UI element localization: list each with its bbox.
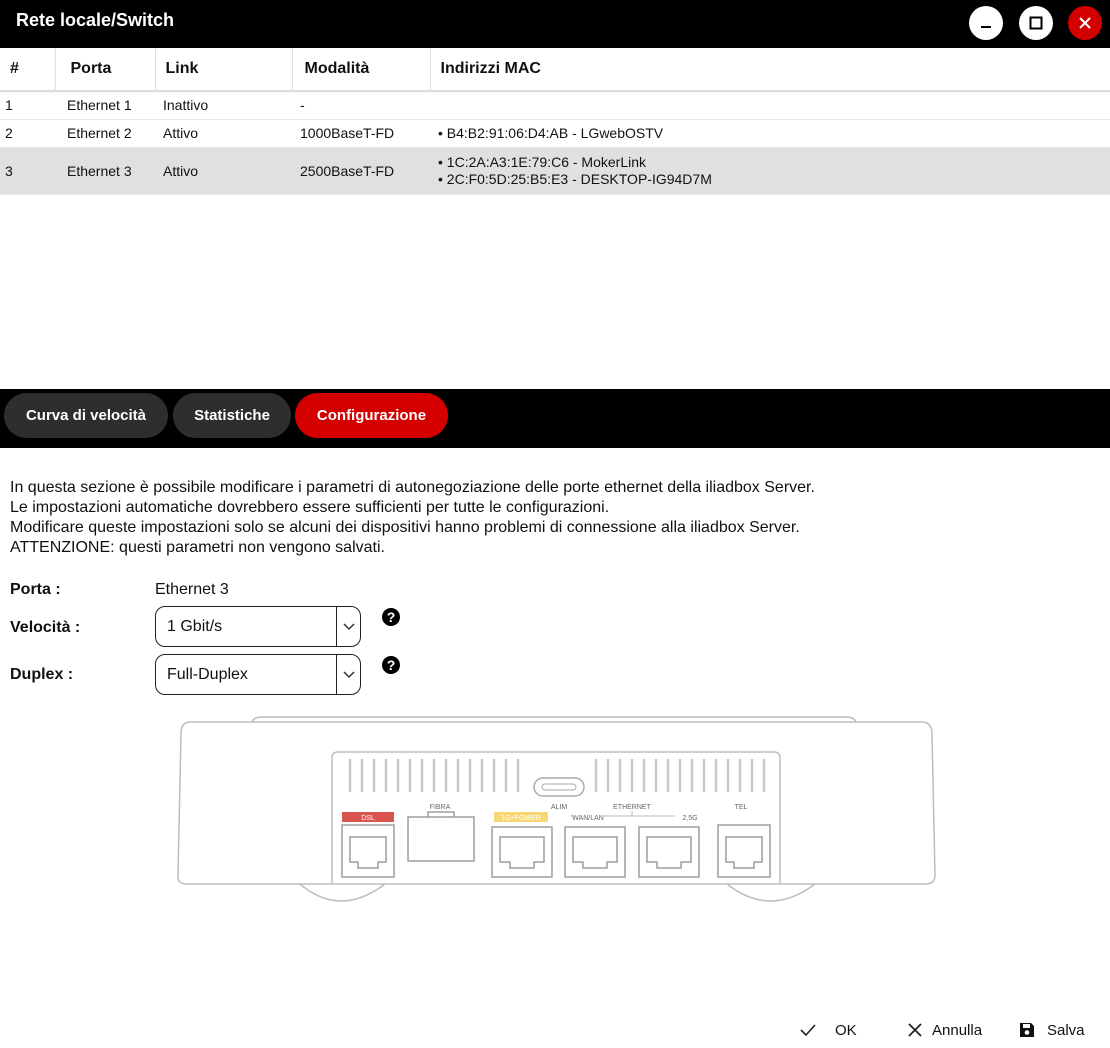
tab-statistics[interactable]: Statistiche: [173, 393, 291, 438]
ok-button-label: OK: [835, 1021, 857, 1039]
tab-configuration[interactable]: Configurazione: [295, 393, 448, 438]
config-description: [10, 478, 815, 558]
save-icon: [1018, 1021, 1036, 1039]
device-foot: [300, 884, 385, 901]
device-foot: [727, 884, 815, 901]
ethernet-port-1: [492, 827, 552, 877]
row-port: Ethernet 2: [55, 119, 155, 147]
description-line: Le impostazioni automatiche dovrebbero essere sufficienti per tutte le configurazioni.: [10, 499, 610, 516]
close-icon: [1077, 15, 1093, 31]
duplex-select[interactable]: [155, 654, 361, 695]
duplex-help-icon[interactable]: ?: [382, 656, 400, 674]
row-link: Inattivo: [155, 91, 292, 119]
tel-port-jack: [726, 837, 762, 868]
mac-entry: • 2C:F0:5D:25:B5:E3 - DESKTOP-IG94D7M: [438, 170, 712, 187]
power-port-label: ALIM: [550, 804, 568, 811]
row-macs: [430, 91, 1110, 119]
tabs-bar: [0, 389, 1110, 448]
ethernet-port-3: [639, 827, 699, 877]
ethernet-port-2-jack: [573, 837, 617, 868]
chevron-down-icon: [341, 618, 357, 634]
port-label: Porta :: [10, 581, 61, 598]
speed-help-icon[interactable]: ?: [382, 608, 400, 626]
mac-entry: • 1C:2A:A3:1E:79:C6 - MokerLink: [438, 153, 646, 170]
wan-lan-label: WAN/LAN: [572, 815, 604, 822]
table-header-row: [0, 48, 1110, 91]
column-header-mode[interactable]: Modalità: [292, 48, 430, 91]
speed-25g-label: 2,5G: [682, 815, 698, 822]
table-row-selected[interactable]: [0, 147, 1110, 194]
chevron-down-icon: [341, 666, 357, 682]
minimize-button[interactable]: [969, 6, 1003, 40]
table-row[interactable]: [0, 119, 1110, 147]
cancel-button[interactable]: [906, 1018, 982, 1042]
title-bar: [0, 0, 1110, 48]
poe-port-label: 1G+POWER: [501, 815, 541, 822]
row-number: 3: [0, 147, 55, 194]
mac-entry: • B4:B2:91:06:D4:AB - LGwebOSTV: [438, 124, 664, 141]
router-back-panel-illustration: [170, 712, 942, 918]
row-port: Ethernet 1: [55, 91, 155, 119]
duplex-label: Duplex :: [10, 666, 74, 683]
table-row[interactable]: [0, 91, 1110, 119]
ok-button[interactable]: [799, 1018, 857, 1042]
dsl-port-jack: [350, 837, 386, 868]
column-header-number[interactable]: #: [0, 48, 55, 91]
save-button[interactable]: [1018, 1018, 1085, 1042]
tab-speed-curve[interactable]: Curva di velocità: [4, 393, 168, 438]
row-mode: 1000BaseT-FD: [292, 119, 430, 147]
dsl-port-label: DSL: [361, 815, 375, 822]
ethernet-port-1-jack: [500, 837, 544, 868]
minimize-icon: [978, 15, 994, 31]
maximize-icon: [1028, 15, 1044, 31]
checkmark-icon: [799, 1021, 817, 1039]
port-value: Ethernet 3: [155, 581, 229, 598]
row-macs: [430, 119, 1110, 147]
speed-select-value: 1 Gbit/s: [167, 618, 223, 635]
row-number: 2: [0, 119, 55, 147]
row-mode: -: [292, 91, 430, 119]
description-line: Modificare queste impostazioni solo se alcuni dei dispositivi hanno problemi di connessione alla iliadbox Server.: [10, 519, 800, 536]
description-line: ATTENZIONE: questi parametri non vengono salvati.: [10, 539, 385, 556]
tel-port-label: TEL: [734, 804, 748, 811]
save-button-label: Salva: [1047, 1021, 1085, 1039]
power-port-inner: [542, 784, 576, 790]
ethernet-group-label: ETHERNET: [613, 804, 651, 811]
row-number: 1: [0, 91, 55, 119]
fiber-port-label: FIBRA: [429, 804, 451, 811]
cancel-button-label: Annulla: [932, 1021, 983, 1039]
speed-select[interactable]: [155, 606, 361, 647]
close-button[interactable]: [1068, 6, 1102, 40]
select-divider: [336, 655, 337, 694]
speed-label: Velocità :: [10, 619, 81, 636]
maximize-button[interactable]: [1019, 6, 1053, 40]
device-body: [178, 722, 935, 884]
ports-table: [0, 48, 1110, 195]
row-link: Attivo: [155, 147, 292, 194]
window-title: Rete locale/Switch: [16, 10, 175, 30]
row-macs: [430, 147, 1110, 194]
fiber-port: [408, 817, 474, 861]
select-divider: [336, 607, 337, 646]
ethernet-port-2: [565, 827, 625, 877]
column-header-link[interactable]: Link: [155, 48, 292, 91]
row-mode: 2500BaseT-FD: [292, 147, 430, 194]
duplex-select-value: Full-Duplex: [167, 666, 248, 683]
row-port: Ethernet 3: [55, 147, 155, 194]
description-line: In questa sezione è possibile modificare i parametri di autonegoziazione delle porte ethernet della iliadbox Server.: [10, 479, 815, 496]
ethernet-port-3-jack: [647, 837, 691, 868]
column-header-port[interactable]: Porta: [55, 48, 155, 91]
column-header-mac[interactable]: Indirizzi MAC: [430, 48, 1110, 91]
row-link: Attivo: [155, 119, 292, 147]
close-icon: [906, 1021, 924, 1039]
